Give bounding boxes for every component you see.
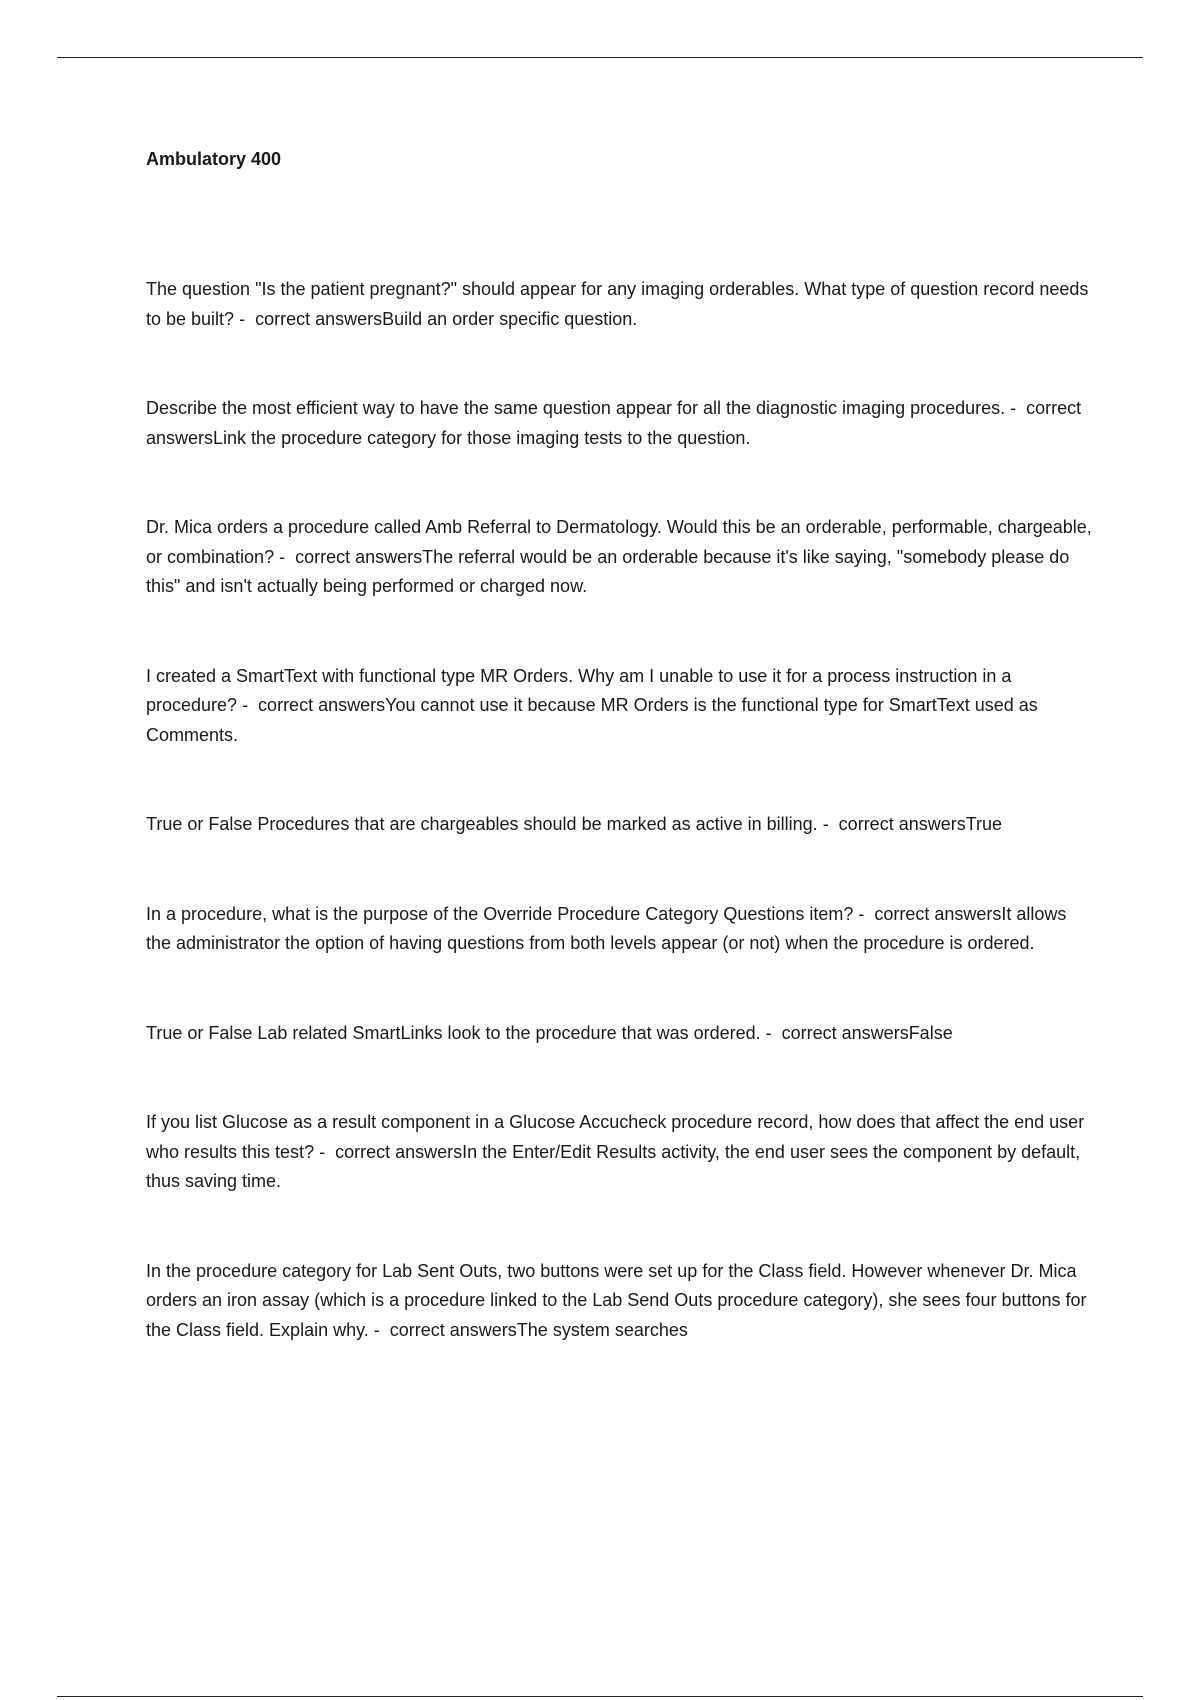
- qa-item-5: True or False Procedures that are chargeables should be marked as active in billing. - correct answersTrue: [146, 814, 1003, 834]
- qa-item-9: In the procedure category for Lab Sent Outs, two buttons were set up for the Class field. However whenever Dr. Mica orders an iron assay (which is a procedure linked to the Lab Send Outs procedure category), she sees four buttons for the Class field. Explain why. - correct answersThe system searches: [146, 1260, 1092, 1340]
- document-title: Ambulatory 400: [146, 149, 282, 169]
- qa-item-2: Describe the most efficient way to have the same question appear for all the diagnostic imaging procedures. - correct answersLink the procedure category for those imaging tests to the question.: [146, 398, 1087, 448]
- qa-item-6: In a procedure, what is the purpose of the Override Procedure Category Questions item? - correct answersIt allows the administrator the option of having questions from both levels appear (or not) when the procedure is ordered.: [146, 903, 1072, 953]
- qa-item-7: True or False Lab related SmartLinks look to the procedure that was ordered. - correct answersFalse: [146, 1022, 953, 1043]
- top-divider: [57, 57, 1143, 58]
- qa-item-8: If you list Glucose as a result component in a Glucose Accucheck procedure record, how does that affect the end user who results this test? - correct answersIn the Enter/Edit Results activity, the end user sees the component by default, thus saving time.: [146, 1112, 1090, 1191]
- qa-item-1: The question "Is the patient pregnant?" should appear for any imaging orderables. What type of question record needs to be built? - correct answersBuild an order specific question.: [146, 279, 1094, 329]
- bottom-divider: [57, 1696, 1143, 1697]
- document-body: [146, 145, 1096, 1405]
- qa-list: [146, 275, 1096, 1345]
- qa-item-3: Dr. Mica orders a procedure called Amb Referral to Dermatology. Would this be an orderable, performable, chargeable, or combination? - correct answersThe referral would be an orderable because it's like saying, "somebody please do this" and isn't actually being performed or charged now.: [146, 517, 1097, 596]
- qa-item-4: I created a SmartText with functional type MR Orders. Why am I unable to use it for a process instruction in a procedure? - correct answersYou cannot use it because MR Orders is the functional type for SmartText used as Comments.: [146, 665, 1043, 745]
